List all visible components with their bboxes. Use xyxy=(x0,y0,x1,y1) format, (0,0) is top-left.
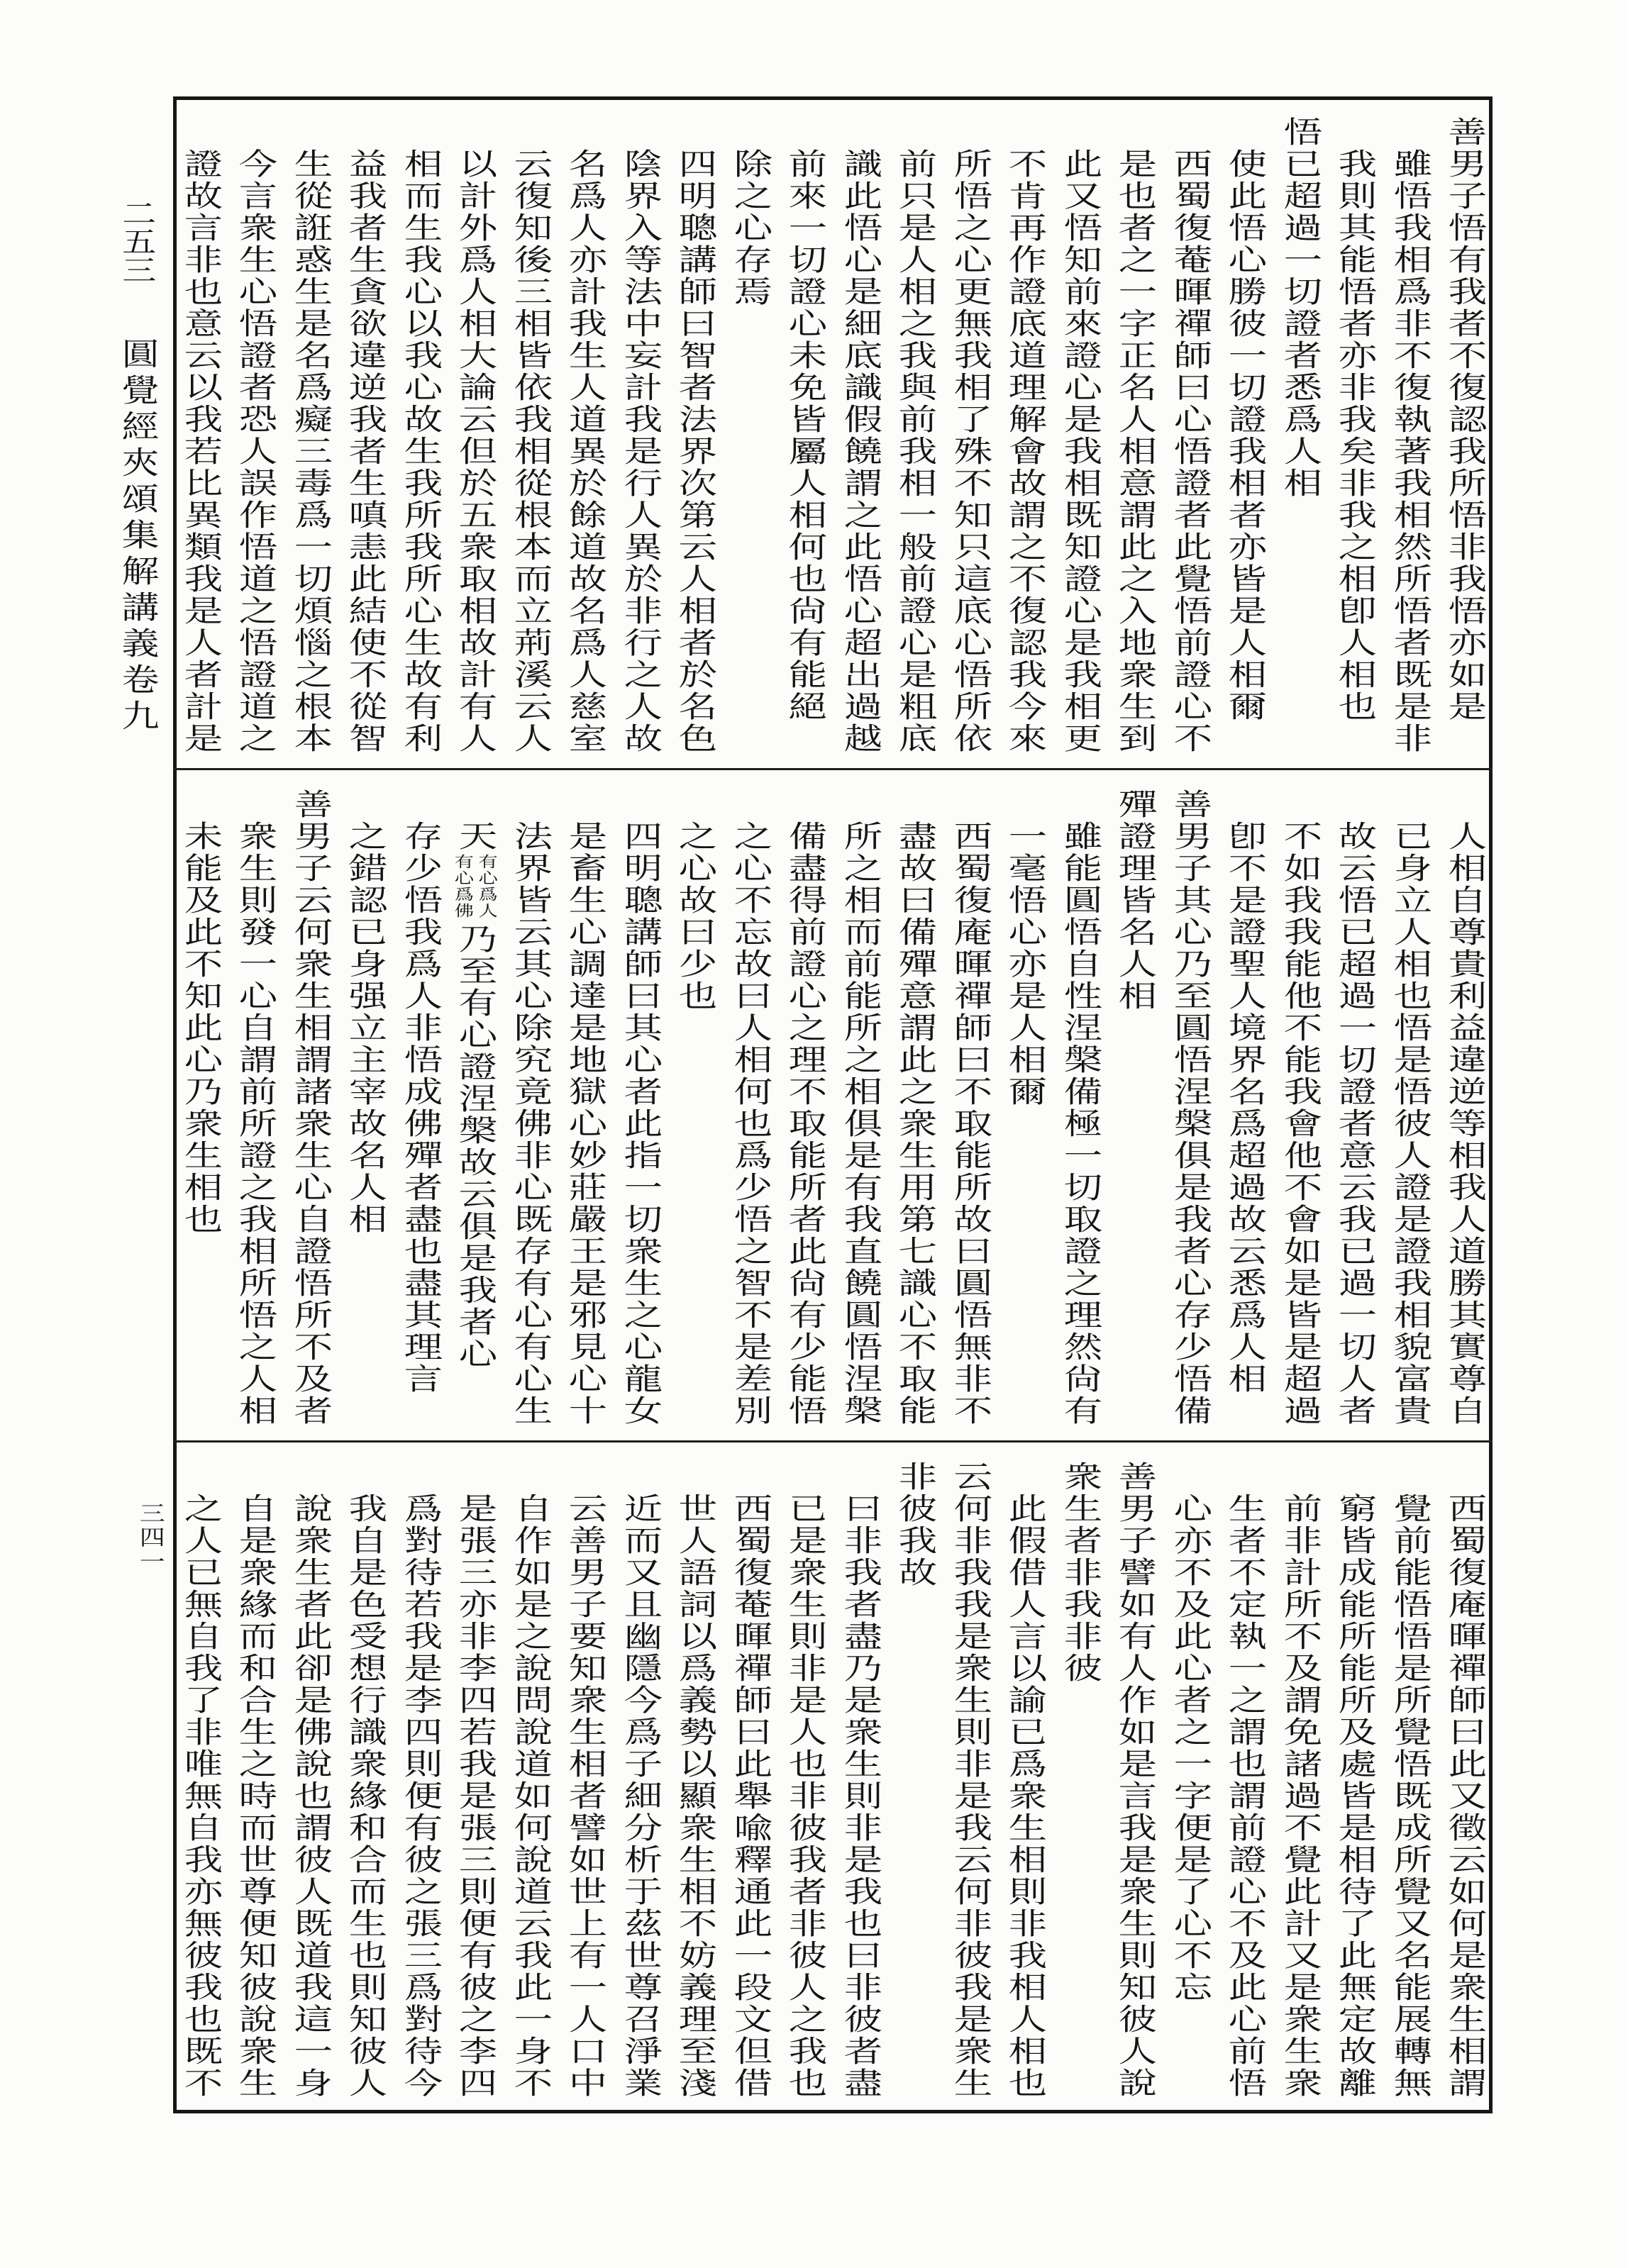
text-column: 善男子云何衆生相謂諸衆生心自證悟所不及者 xyxy=(288,789,334,1427)
text-column: 備盡得前證心之理不取能所者此尙有少能悟 xyxy=(783,821,829,1427)
text-column: 衆生則發一心自謂前所證之我相所悟之人相 xyxy=(233,821,279,1427)
text-column: 今言衆生心悟證者恐人誤作悟道之悟證道之 xyxy=(233,148,279,755)
text-column: 卽不是證聖人境界名爲超過故云悉爲人相 xyxy=(1223,821,1268,1395)
text-column: 近而又且幽隱今爲子細分析于茲世尊召淨業 xyxy=(618,1493,664,2099)
text-column: 善男子譬如有人作如是言我是衆生則知彼人說 xyxy=(1113,1461,1158,2099)
text-column: 心亦不及此心者之一字便是了心不忘 xyxy=(1168,1493,1214,2003)
text-column: 名爲人亦計我生人道異於餘道故名爲人慈室 xyxy=(563,148,609,755)
text-column: 不如我我能他不能我會他不會如是皆是超過 xyxy=(1278,821,1324,1427)
text-column: 悟已超過一切證者悉爲人相 xyxy=(1278,116,1324,499)
text-column: 此又悟知前來證心是我相既知證心是我相更 xyxy=(1058,148,1104,755)
text-column: 是畜生心調達是地獄心妙莊嚴王是邪見心十 xyxy=(563,821,609,1427)
text-column: 雖悟我相爲非不復執著我相然所悟者既是非 xyxy=(1388,148,1434,755)
text-column: 四明聰講師曰其心者此指一切衆生之心龍女 xyxy=(618,821,664,1427)
text-column: 非彼我故 xyxy=(893,1461,938,1589)
text-column: 西蜀復菴暉禪師曰此舉喩釋通此一段文但借 xyxy=(728,1493,774,2099)
text-column: 前只是人相之我與前我相一般前證心是粗底 xyxy=(893,148,938,755)
text-column: 陰界入等法中妄計我是行人異於非行之人故 xyxy=(618,148,664,755)
text-column: 是也者之一字正名人相意謂此之入地衆生到 xyxy=(1113,148,1158,755)
text-column: 使此悟心勝彼一切證我相者亦皆是人相爾 xyxy=(1223,148,1268,723)
text-column: 曰非我者盡乃是衆生則非是我也曰非彼者盡 xyxy=(838,1493,884,2099)
text-column: 已身立人相也悟是悟彼人證是證我相貌富貴 xyxy=(1388,821,1434,1427)
text-column: 善男子其心乃至圓悟涅槃俱是我者心存少悟備 xyxy=(1168,789,1214,1427)
text-column: 已是衆生則非是人也非彼我者非彼人之我也 xyxy=(783,1493,829,2099)
text-column: 不肯再作證底道理解會故謂之不復認我今來 xyxy=(1003,148,1048,755)
text-column: 一毫悟心亦是人相爾 xyxy=(1003,821,1048,1108)
note-line: 有心爲佛 xyxy=(452,854,475,919)
text-column: 自是衆緣而和合生之時而世尊便知彼說衆生 xyxy=(233,1493,279,2099)
text-column: 證故言非也意云以我若比異類我是人者計是 xyxy=(178,148,224,755)
column-text: 天 xyxy=(453,821,499,852)
text-column: 是張三亦非李四若我是張三則便有彼之李四 xyxy=(453,1493,499,2099)
text-column: 前非計所不及謂免諸過不覺此計又是衆生衆 xyxy=(1278,1493,1324,2099)
text-column: 相而生我心以我心故生我所我所心生故有利 xyxy=(398,148,444,755)
text-column: 自作如是之說問說道如何說道云我此一身不 xyxy=(508,1493,554,2099)
text-column: 所悟之心更無我相了殊不知只這底心悟所依 xyxy=(948,148,994,755)
text-column: 我自是色受想行識衆緣和合而生也則知彼人 xyxy=(343,1493,389,2099)
text-column: 故云悟已超過一切證者意云我已過一切人者 xyxy=(1333,821,1378,1427)
text-column: 生從誑惑生是名爲癡三毒爲一切煩惱之根本 xyxy=(288,148,334,755)
text-column: 雖能圓悟自性涅槃備極一切取證之理然尙有 xyxy=(1058,821,1104,1427)
text-column: 未能及此不知此心乃衆生相也 xyxy=(178,821,224,1235)
text-column: 之錯認已身强立主宰故名人相 xyxy=(343,821,389,1235)
text-column: 前來一切證心未免皆屬人相何也尙有能絕 xyxy=(783,148,829,723)
text-column: 之心故曰少也 xyxy=(673,821,719,1012)
text-column: 世人語詞以爲義勢以顯衆生相不妨義理至淺 xyxy=(673,1493,719,2099)
text-column: 云復知後三相皆依我相從根本而立荊溪云人 xyxy=(508,148,554,755)
text-column: 以計外爲人相大論云但於五衆取相故計有人 xyxy=(453,148,499,755)
text-column: 爲對待若我是李四則便有彼之張三爲對待今 xyxy=(398,1493,444,2099)
book-title: 圓覺經夾頌集解講義卷九 xyxy=(115,338,159,735)
text-column: 覺前能悟悟是所覺悟既成所覺又名能展轉無 xyxy=(1388,1493,1434,2099)
text-column: 之心不忘故曰人相何也爲少悟之智不是差別 xyxy=(728,821,774,1427)
text-column: 西蜀復庵暉禪師曰此又徵云如何是衆生相謂 xyxy=(1443,1493,1488,2099)
text-column: 我則其能悟者亦非我矣非我之相卽人相也 xyxy=(1333,148,1378,723)
text-column: 說衆生者此卻是佛說也謂彼人既道我這一身 xyxy=(288,1493,334,2099)
text-column: 云善男子要知衆生相者譬如世上有一人口中 xyxy=(563,1493,609,2099)
volume-number: 二五三 xyxy=(116,199,156,284)
text-column: 益我者生貪欲違逆我者生嗔恚此結使不從智 xyxy=(343,148,389,755)
text-column: 識此悟心是細底識假饒謂之此悟心超出過越 xyxy=(838,148,884,755)
text-column: 盡故曰備殫意謂此之衆生用第七識心不取能 xyxy=(893,821,938,1427)
text-column: 善男子悟有我者不復認我所悟非我悟亦如是 xyxy=(1443,116,1488,723)
text-column: 所之相而前能所之相俱是有我直饒圓悟涅槃 xyxy=(838,821,884,1427)
text-column: 法界皆云其心除究竟佛非心既存有心有心生 xyxy=(508,821,554,1427)
note-line: 有心爲人 xyxy=(476,854,499,919)
text-column: 之人已無自我了非唯無自我亦無彼我也既不 xyxy=(178,1493,224,2099)
text-column: 存少悟我爲人非悟成佛殫者盡也盡其理言 xyxy=(398,821,444,1395)
panel-top xyxy=(173,96,1493,769)
text-column: 此假借人言以諭已爲衆生相則非我相人相也 xyxy=(1003,1493,1048,2099)
text-column: 西蜀復菴暉禪師曰心悟證者此覺悟前證心不 xyxy=(1168,148,1214,755)
page-number: 三四一 xyxy=(134,1502,165,1574)
text-column: 衆生者非我非彼 xyxy=(1058,1461,1104,1684)
text-column: 西蜀復庵暉禪師曰不取能所故曰圓悟無非不 xyxy=(948,821,994,1427)
text-column xyxy=(450,821,502,1370)
text-column: 四明聰講師曰智者法界次第云人相者於名色 xyxy=(673,148,719,755)
column-text: 乃至有心證涅槃故云俱是我者心 xyxy=(453,923,499,1370)
text-column: 云何非我我是衆生則非是我云何非彼我是衆生 xyxy=(948,1461,994,2099)
panel-middle xyxy=(173,769,1493,1441)
text-column: 生者不定執一之謂也謂前證心不及此心前悟 xyxy=(1223,1493,1268,2099)
text-column: 除之心存焉 xyxy=(728,148,774,308)
text-column: 人相自尊貴利益違逆等相我人道勝其實尊自 xyxy=(1443,821,1488,1427)
interlinear-note xyxy=(451,854,499,919)
panel-bottom xyxy=(173,1441,1493,2113)
text-column: 窮皆成能所能所及處皆是相待了此無定故離 xyxy=(1333,1493,1378,2099)
text-column: 殫證理皆名人相 xyxy=(1113,789,1158,1012)
